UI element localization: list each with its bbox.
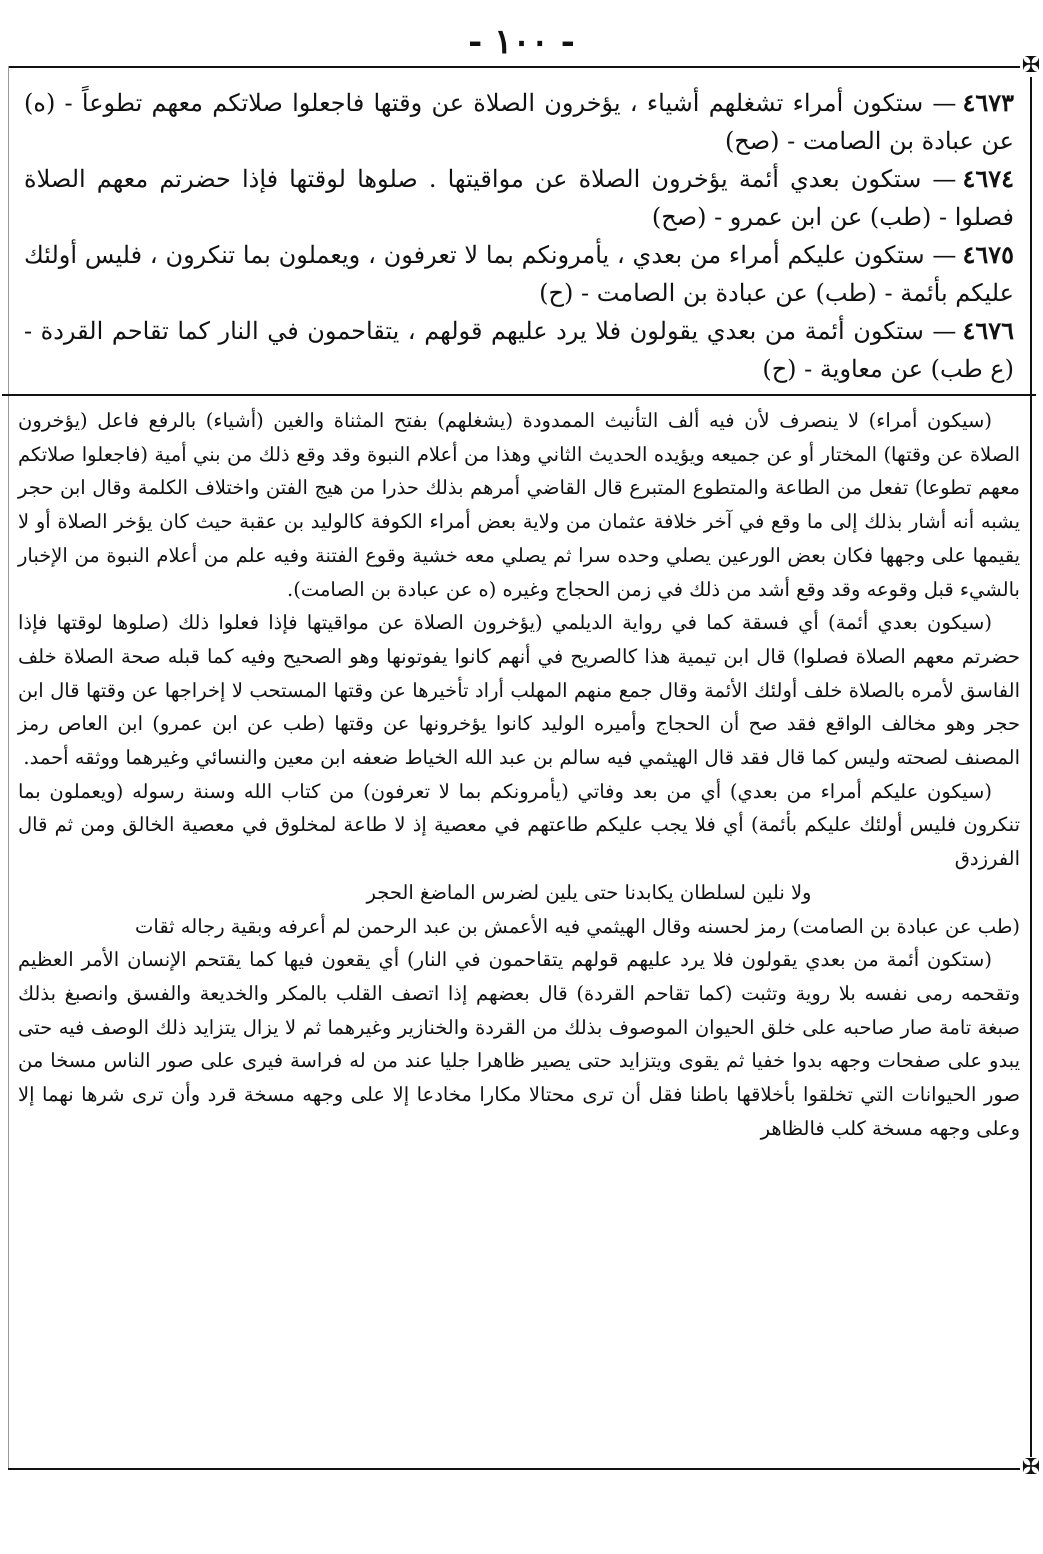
hadith-4673 xyxy=(24,84,1014,160)
right-rule xyxy=(1030,66,1032,1468)
hadith-number: ٤٦٧٤ xyxy=(962,164,1014,193)
hadith-4674 xyxy=(24,160,1014,236)
commentary-paragraph: (سيكون أمراء) لا ينصرف لأن فيه ألف التأنيث الممدودة (يشغلهم) بفتح المثناة والغين (أشياء) بالرفع فاعل (يؤخرون الصلاة عن وقتها) المختار أو عن جميعه ويؤيده الحديث الثاني وهذا من أعلام النبوة وقد وقع ذلك من بني أمية (فاجعلوا صلاتكم معهم تطوعا) تفعل من الطاعة والمتطوع المتبرع قال القاضي أمرهم بذلك حذرا من هيج الفتن واختلاف الكلمة وقال ابن حجر يشبه أنه أشار بذلك إلى ما وقع في آخر خلافة عثمان من ولاية بعض أمراء الكوفة كالوليد بن عقبة حيث كان يؤخر الصلاة أو لا يقيمها على وجهها فكان بعض الورعين يصلي وحده سرا ثم يصلي معه خشية وقوع الفتنة وفيه علم من أعلام النبوة من الإخبار بالشيء قبل وقوعه وقد وقع أشد من ذلك في زمن الحجاج وغيره (ه عن عبادة بن الصامت). xyxy=(18,409,1020,601)
commentary-paragraph: (ستكون أئمة من بعدي يقولون فلا يرد عليهم قولهم يتقاحمون في النار) أي يقعون فيها كما يقتحم الإنسان الأمر العظيم وتقحمه رمى نفسه بلا روية وتثبت (كما تقاحم القردة) قال بعضهم إذا اتصف القلب بالمكر والخديعة والفسق وانصبغ بذلك صبغة تامة صار صاحبه على خلق الحيوان الموصوف بذلك من القردة والخنازير وغيرهما ثم لا يزال يتزايد ذلك الوصف فيه حتى يبدو على صفحات وجهه بدوا خفيا ثم يقوى ويتزايد حتى يصير ظاهرا جليا عند من له فراسة فيرى على صور الناس مسخا من صور الحيوانات التي تخلقوا بأخلاقها باطنا فقل أن ترى محتالا مكارا مخادعا إلا على وجهه مسخة قرد وأن ترى شرها نهما إلا وعلى وجهه مسخة كلب فالظاهر xyxy=(18,948,1020,1140)
hadith-number: ٤٦٧٣ xyxy=(962,88,1014,117)
top-rule xyxy=(8,66,1032,68)
page-number: - ١٠٠ - xyxy=(468,22,575,62)
page-content xyxy=(18,84,1020,1464)
poetry-verse: ولا نلين لسلطان يكابدنا حتى يلين لضرس الماضغ الحجر xyxy=(366,880,812,904)
commentary-paragraph: (سيكون بعدي أئمة) أي فسقة كما في رواية الديلمي (يؤخرون الصلاة عن مواقيتها فإذا فعلوا ذلك (صلوها لوقتها فإذا حضرتم معهم الصلاة فصلوا) قال ابن تيمية هذا كالصريح في أنهم كانوا يفوتونها وهو الصحيح وفيه كما قبله صحة الصلاة خلف الفاسق لأمره بالصلاة خلف أولئك الأئمة وقال جمع منهم المهلب أراد تأخيرها عن وقتها المستحب لا إخراجها عن وقتها قال ابن حجر وهو مخالف الواقع فقد صح أن الحجاج وأميره الوليد كانوا يؤخرونها عن وقتها (طب عن ابن عمرو) ابن العاص رمز المصنف لصحته وليس كما قال فقد قال الهيثمي فيه سالم بن عبد الله الخياط ضعفه ابن معين والنسائي وغيرهما ووثقه أحمد. xyxy=(18,611,1020,770)
hadith-4675 xyxy=(24,236,1014,312)
hadith-text: — ستكون أمراء تشغلهم أشياء ، يؤخرون الصلاة عن وقتها فاجعلوا صلاتكم معهم تطوعاً - (ه) عن عبادة بن الصامت - (صح) xyxy=(24,89,1014,155)
hadith-number: ٤٦٧٥ xyxy=(962,240,1014,269)
left-rule xyxy=(8,66,9,1468)
hadith-text: — ستكون أئمة من بعدي يقولون فلا يرد عليهم قولهم ، يتقاحمون في النار كما تقاحم القردة - (ع طب) عن معاوية - (ح) xyxy=(24,317,1014,383)
bottom-rule xyxy=(8,1468,1032,1470)
corner-ornament-icon: ✠ xyxy=(1021,1455,1041,1480)
hadith-text: — ستكون بعدي أئمة يؤخرون الصلاة عن مواقيتها . صلوها لوقتها فإذا حضرتم معهم الصلاة فصلوا - (طب) عن ابن عمرو - (صح) xyxy=(24,165,1014,231)
hadith-number: ٤٦٧٦ xyxy=(962,316,1014,345)
hadith-4676 xyxy=(24,312,1014,388)
section-divider xyxy=(2,394,1036,396)
commentary-paragraph: (سيكون عليكم أمراء من بعدي) أي من بعد وفاتي (يأمرونكم بما لا تعرفون) من كتاب الله وسنة رسوله (ويعملون بما تنكرون فليس أولئك عليكم بأئمة) أي فلا يجب عليكم طاعتهم في معصية إذ لا طاعة لمخلوق في معصية الخالق ومن ثم قال الفرزدق xyxy=(18,779,1020,871)
commentary-section xyxy=(18,404,1020,1145)
hadith-text: — ستكون عليكم أمراء من بعدي ، يأمرونكم بما لا تعرفون ، ويعملون بما تنكرون ، فليس أولئك عليكم بأئمة - (طب) عن عبادة بن الصامت - (ح) xyxy=(24,241,1014,307)
hadith-section xyxy=(18,84,1020,388)
corner-ornament-icon: ✠ xyxy=(1021,53,1041,78)
commentary-paragraph: (طب عن عبادة بن الصامت) رمز لحسنه وقال الهيثمي فيه الأعمش بن عبد الرحمن لم أعرفه وبقية رجاله ثقات xyxy=(135,914,1020,938)
